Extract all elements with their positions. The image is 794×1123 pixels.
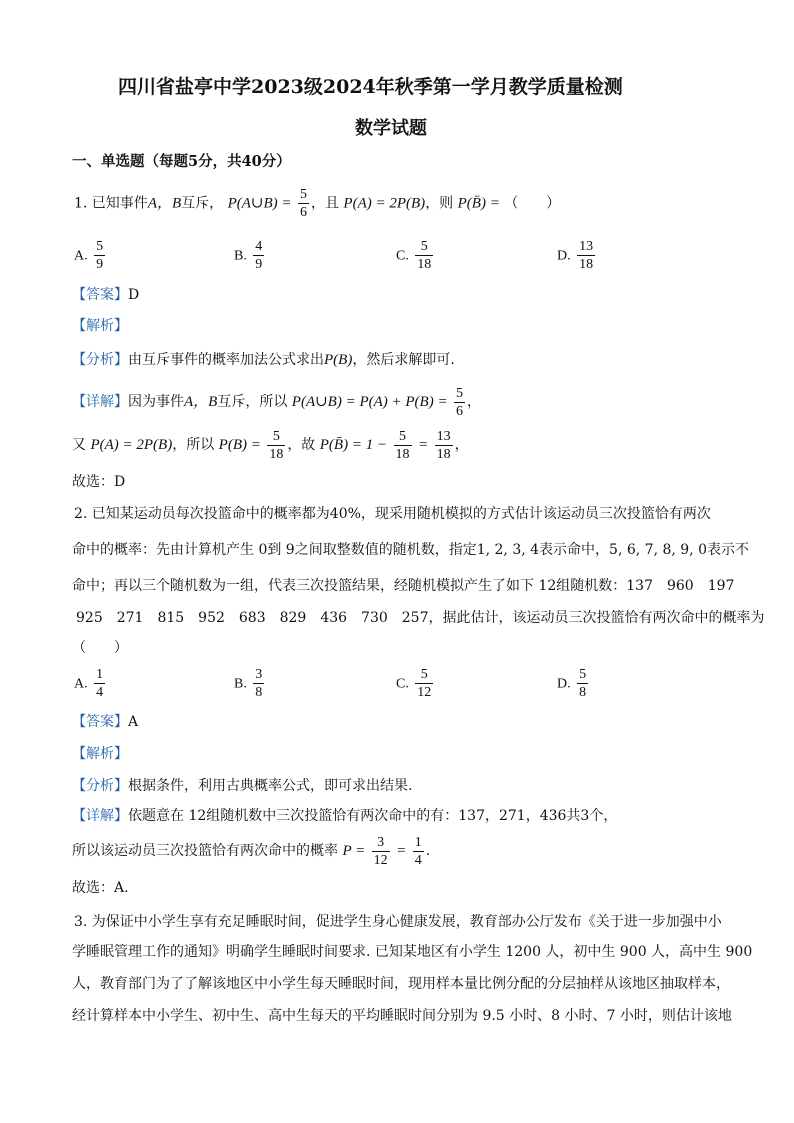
- analysis-fenxi: 【分析】由互斥事件的概率加法公式求出P(B)，然后求解即可.: [72, 352, 455, 368]
- option-b: B. $\frac{4}{9}$: [234, 239, 263, 272]
- formula-complement: P(B̄) =: [457, 195, 500, 212]
- option-c: C. $\frac{5}{12}$: [396, 667, 432, 700]
- choose-line: 故选：A.: [72, 880, 129, 896]
- question-2-line-4: 925 271 815 952 683 829 436 730 257，据此估计，该运动员三次投篮恰有两次命中的概率为: [76, 610, 765, 626]
- analysis-tag: 【解析】: [72, 746, 128, 762]
- answer-line: 【答案】A: [72, 714, 139, 730]
- choose-line: 故选：D: [72, 474, 126, 490]
- analysis-detail-2: 又 P(A) = 2P(B)，所以 P(B) = $\frac{5}{18}$ ，故 P(B̄) = 1 − $\frac{5}{18}$ = $\frac{13}{18}$ ，: [72, 428, 469, 462]
- question-2-line-5: （ ）: [72, 640, 128, 656]
- analysis-detail-2: 所以该运动员三次投篮恰有两次命中的概率 P = $\frac{3}{12}$ = $\frac{1}{4}$ .: [72, 834, 431, 868]
- analysis-detail-1: 【详解】因为事件A，B互斥，所以 P(A∪B) = P(A) + P(B) = $\frac{5}{6}$ ，: [72, 385, 482, 419]
- formula-union: P(A∪B) =: [227, 195, 292, 212]
- page-title: 四川省盐亭中学2023级2024年秋季第一学月教学质量检测: [118, 76, 623, 98]
- question-3-line-1: 3. 为保证中小学生享有充足睡眠时间，促进学生身心健康发展，教育部办公厅发布《关于进一步加强中小: [74, 914, 722, 930]
- option-c: C. $\frac{5}{18}$: [396, 239, 432, 272]
- section-heading: 一、单选题（每题5分，共40分）: [72, 153, 291, 170]
- question-3-line-4: 经计算样本中小学生、初中生、高中生每天的平均睡眠时间分别为 9.5 小时、8 小时、7 小时，则估计该地: [72, 1008, 732, 1024]
- question-2-line-2: 命中的概率：先由计算机产生 0到 9之间取整数值的随机数，指定1, 2, 3, 4表示命中，5, 6, 7, 8, 9, 0表示不: [72, 542, 749, 558]
- question-2-line-3: 命中；再以三个随机数为一组，代表三次投篮结果，经随机模拟产生了如下 12组随机数：137 960 197: [72, 578, 735, 594]
- option-d: D. $\frac{5}{8}$: [557, 667, 587, 700]
- question-3-line-3: 人，教育部门为了了解该地区中小学生每天睡眠时间，现用样本量比例分配的分层抽样从该地区抽取样本，: [72, 976, 730, 992]
- analysis-fenxi: 【分析】根据条件，利用古典概率公式，即可求出结果.: [72, 778, 413, 794]
- formula-relation: P(A) = 2P(B): [343, 195, 426, 212]
- option-a: A. $\frac{5}{9}$: [74, 239, 104, 272]
- answer-line: 【答案】D: [72, 287, 140, 303]
- page-subtitle: 数学试题: [355, 118, 427, 139]
- fraction: $\frac{5}{6}$: [299, 187, 307, 220]
- question-3-line-2: 学睡眠管理工作的通知》明确学生睡眠时间要求. 已知某地区有小学生 1200 人，初中生 900 人，高中生 900: [72, 944, 753, 960]
- option-a: A. $\frac{1}{4}$: [74, 667, 104, 700]
- question-2-line-1: 2. 已知某运动员每次投篮命中的概率都为40%，现采用随机模拟的方式估计该运动员三次投篮恰有两次: [74, 506, 711, 522]
- analysis-detail-1: 【详解】依题意在 12组随机数中三次投篮恰有两次命中的有：137，271，436共3个，: [72, 808, 618, 824]
- option-d: D. $\frac{13}{18}$: [557, 239, 594, 272]
- analysis-tag: 【解析】: [72, 318, 128, 334]
- question-1-stem: 1. 已知事件A，B互斥， P(A∪B) = $\frac{5}{6}$ ，且 P(A) = 2P(B)，则 P(B̄) = （ ）: [74, 187, 561, 220]
- option-b: B. $\frac{3}{8}$: [234, 667, 263, 700]
